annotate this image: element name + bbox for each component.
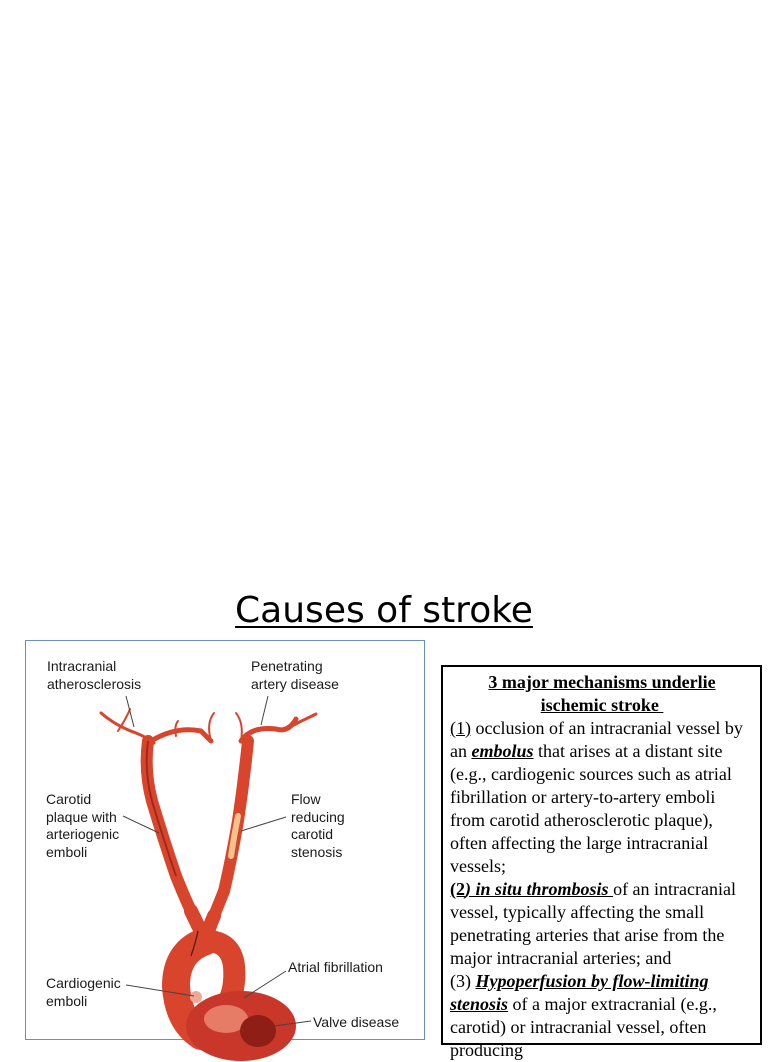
- right-carotid-artery: [214, 741, 248, 916]
- mechanism-3-number: (3): [450, 971, 476, 991]
- mechanism-2: [450, 878, 754, 970]
- mechanism-1: [450, 717, 754, 878]
- label-penetrating-artery-disease: Penetrating artery disease: [251, 658, 339, 692]
- mechanism-1-text-b: that arises at a distant site (e.g., cardiogenic sources such as atrial fibrillation or artery-to-artery emboli from carotid atherosclerotic plaque), often affecting the large intracranial vessels;: [450, 741, 732, 876]
- label-valve-disease: Valve disease: [313, 1014, 400, 1030]
- mechanism-1-number: (1): [450, 718, 471, 738]
- label-cardiogenic-emboli: Cardiogenic emboli: [46, 975, 121, 1009]
- mechanism-3-text: of a major extracranial (e.g., carotid) or intracranial vessel, often producing: [450, 994, 717, 1060]
- left-carotid-artery: [147, 741, 191, 911]
- mechanism-2-text: of an intracranial vessel, typically affecting the small penetrating arteries that arise from the major intracranial arteries; and: [450, 879, 736, 968]
- label-carotid-plaque: Carotid plaque with arteriogenic emboli: [46, 791, 120, 860]
- mechanism-1-text-a: occlusion of an intracranial vessel by an: [450, 718, 743, 761]
- heading-line-2: ischemic stroke: [540, 695, 664, 715]
- label-atrial-fibrillation: Atrial fibrillation: [288, 959, 383, 975]
- mechanism-3-keyword: Hypoperfusion by flow-limiting: [475, 971, 709, 991]
- mechanism-1-keyword: embolus: [471, 741, 534, 761]
- mechanism-3: [450, 970, 754, 1062]
- mechanisms-heading: [450, 671, 754, 717]
- stroke-causes-figure: [25, 640, 425, 1040]
- mechanism-3-keyword-2: stenosis: [450, 994, 509, 1014]
- mechanism-2-keyword: ) in situ thrombosis: [465, 879, 614, 899]
- label-intracranial-atherosclerosis: Intracranial atherosclerosis: [47, 658, 142, 692]
- heading-line-1: 3 major mechanisms underlie: [488, 672, 716, 692]
- slide-title: Causes of stroke: [235, 590, 533, 631]
- label-flow-reducing-stenosis: Flow reducing carotid stenosis: [291, 791, 345, 860]
- mechanisms-textbox: [441, 665, 762, 1060]
- mechanism-2-number: (2: [450, 879, 465, 899]
